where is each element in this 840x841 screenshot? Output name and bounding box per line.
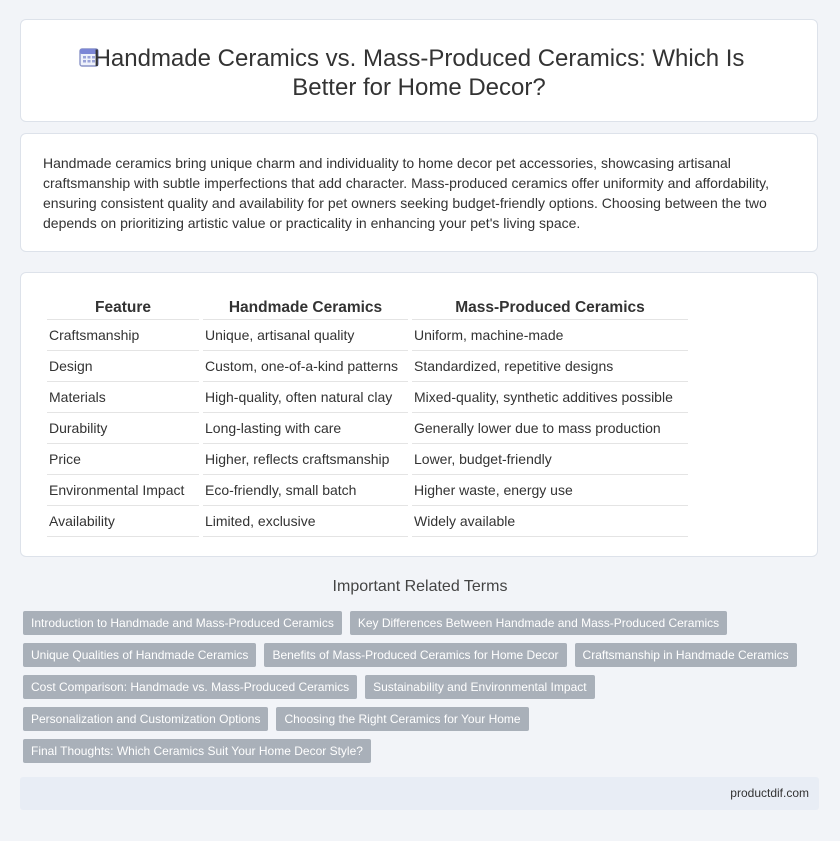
intro-text: Handmade ceramics bring unique charm and individuality to home decor pet accessories, showcasing artisanal craftsmanship with subtle imperfections that add character. Mass-produced ceramics offer uniformity and affordability, ensuring consistent quality and availability for pet owners seeking budget-friendly options. Choosing between the two depends on prioritizing artistic value or practicality in enhancing your pet's living space.: [43, 155, 770, 231]
table-header-row: [47, 297, 688, 320]
cell-handmade: Custom, one-of-a-kind patterns: [203, 351, 408, 382]
cell-mass-produced: Uniform, machine-made: [412, 320, 688, 351]
cell-feature: Durability: [47, 413, 199, 444]
footer: [20, 777, 819, 810]
footer-site[interactable]: productdif.com: [730, 786, 809, 800]
cell-feature: Price: [47, 444, 199, 475]
column-header-mass-produced: Mass-Produced Ceramics: [412, 297, 688, 320]
table-row: [47, 351, 688, 382]
table-row: [47, 444, 688, 475]
header-card: [20, 19, 818, 122]
cell-feature: Design: [47, 351, 199, 382]
cell-handmade: Long-lasting with care: [203, 413, 408, 444]
column-header-handmade: Handmade Ceramics: [203, 297, 408, 320]
cell-feature: Craftsmanship: [47, 320, 199, 351]
page-title-line-2: Better for Home Decor?: [292, 74, 546, 101]
comparison-card: [20, 272, 818, 557]
related-terms-title: Important Related Terms: [332, 578, 508, 595]
cell-handmade: Limited, exclusive: [203, 506, 408, 537]
column-header-feature: Feature: [47, 297, 199, 320]
page-title-line-1: Handmade Ceramics vs. Mass-Produced Ceramics: Which Is: [93, 45, 745, 72]
cell-feature: Availability: [47, 506, 199, 537]
related-terms-list: [23, 611, 803, 763]
page-title: [21, 44, 817, 102]
cell-mass-produced: Higher waste, energy use: [412, 475, 688, 506]
related-term-tag[interactable]: Introduction to Handmade and Mass-Produced Ceramics: [23, 611, 342, 635]
related-term-tag[interactable]: Craftsmanship in Handmade Ceramics: [575, 643, 797, 667]
table-row: [47, 475, 688, 506]
related-term-tag[interactable]: Cost Comparison: Handmade vs. Mass-Produced Ceramics: [23, 675, 357, 699]
cell-mass-produced: Standardized, repetitive designs: [412, 351, 688, 382]
cell-feature: Materials: [47, 382, 199, 413]
related-term-tag[interactable]: Final Thoughts: Which Ceramics Suit Your Home Decor Style?: [23, 739, 371, 763]
table-row: [47, 382, 688, 413]
cell-mass-produced: Widely available: [412, 506, 688, 537]
table-row: [47, 413, 688, 444]
related-term-tag[interactable]: Personalization and Customization Options: [23, 707, 268, 731]
related-term-tag[interactable]: Sustainability and Environmental Impact: [365, 675, 594, 699]
cell-feature: Environmental Impact: [47, 475, 199, 506]
comparison-table: [43, 297, 692, 537]
cell-mass-produced: Mixed-quality, synthetic additives possible: [412, 382, 688, 413]
related-term-tag[interactable]: Key Differences Between Handmade and Mass-Produced Ceramics: [350, 611, 727, 635]
table-row: [47, 320, 688, 351]
cell-mass-produced: Generally lower due to mass production: [412, 413, 688, 444]
table-body: [47, 320, 688, 537]
cell-handmade: Eco-friendly, small batch: [203, 475, 408, 506]
cell-handmade: Unique, artisanal quality: [203, 320, 408, 351]
cell-handmade: Higher, reflects craftsmanship: [203, 444, 408, 475]
table-row: [47, 506, 688, 537]
related-term-tag[interactable]: Choosing the Right Ceramics for Your Home: [276, 707, 528, 731]
intro-card: [20, 133, 818, 252]
cell-handmade: High-quality, often natural clay: [203, 382, 408, 413]
related-term-tag[interactable]: Benefits of Mass-Produced Ceramics for Home Decor: [264, 643, 566, 667]
cell-mass-produced: Lower, budget-friendly: [412, 444, 688, 475]
related-term-tag[interactable]: Unique Qualities of Handmade Ceramics: [23, 643, 256, 667]
